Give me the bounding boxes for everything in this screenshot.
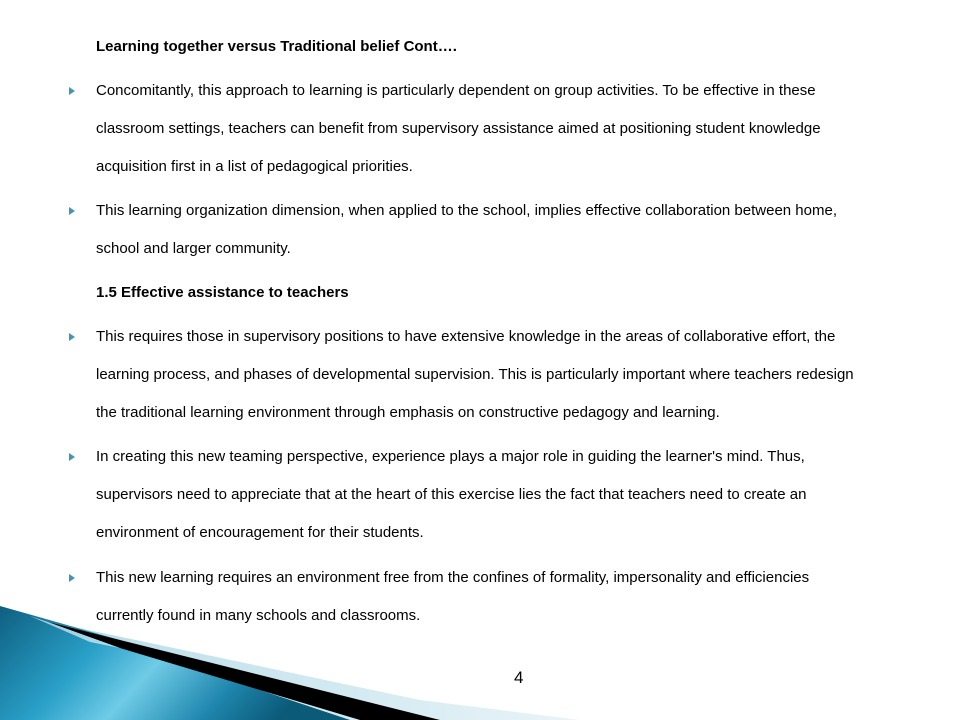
triangle-right-icon bbox=[68, 332, 76, 342]
triangle-right-icon bbox=[68, 206, 76, 216]
bullet-text-line: currently found in many schools and classrooms. bbox=[96, 607, 421, 624]
bullet-text-line: acquisition first in a list of pedagogical priorities. bbox=[96, 158, 413, 175]
page-number: 4 bbox=[514, 668, 524, 687]
bullet-text-line: the traditional learning environment through emphasis on constructive pedagogy and learning. bbox=[96, 404, 720, 421]
slide-heading: Learning together versus Traditional belief Cont…. bbox=[96, 38, 457, 55]
bullet-text-line: environment of encouragement for their students. bbox=[96, 524, 424, 541]
bullet-text-line: school and larger community. bbox=[96, 240, 291, 257]
section-heading: 1.5 Effective assistance to teachers bbox=[96, 284, 349, 301]
decorative-swoosh bbox=[0, 600, 600, 720]
bullet-text-line: classroom settings, teachers can benefit from supervisory assistance aimed at positioning student knowledge bbox=[96, 120, 821, 137]
triangle-right-icon bbox=[68, 86, 76, 96]
bullet-text-line: This learning organization dimension, when applied to the school, implies effective collaboration between home, bbox=[96, 202, 837, 219]
bullet-text-line: supervisors need to appreciate that at the heart of this exercise lies the fact that teachers need to create an bbox=[96, 486, 807, 503]
triangle-right-icon bbox=[68, 452, 76, 462]
bullet-text-line: learning process, and phases of developmental supervision. This is particularly important where teachers redesign bbox=[96, 366, 854, 383]
bullet-text-line: This new learning requires an environment free from the confines of formality, impersonality and efficiencies bbox=[96, 569, 810, 586]
bullet-text-line: In creating this new teaming perspective, experience plays a major role in guiding the learner's mind. Thus, bbox=[96, 448, 805, 465]
bullet-text-line: This requires those in supervisory positions to have extensive knowledge in the areas of collaborative effort, the bbox=[96, 328, 836, 345]
bullet-text-line: Concomitantly, this approach to learning is particularly dependent on group activities. To be effective in these bbox=[96, 82, 816, 99]
triangle-right-icon bbox=[68, 573, 76, 583]
